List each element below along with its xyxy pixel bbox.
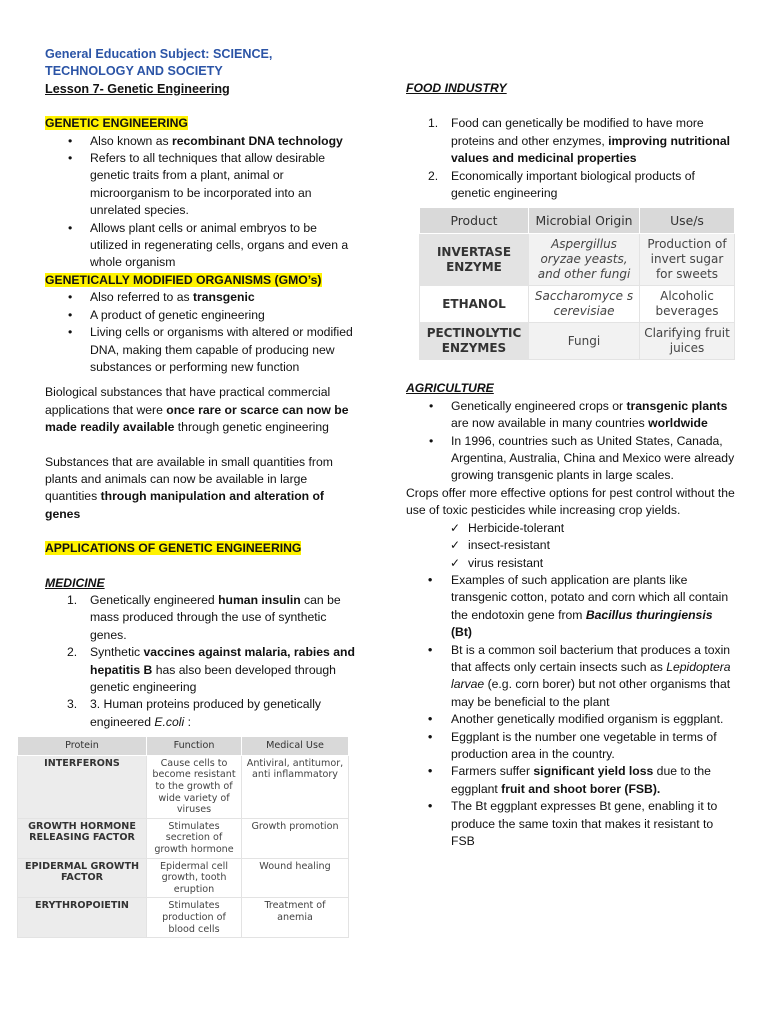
- check-item: ✓ insect-resistant: [406, 537, 736, 554]
- food-industry-heading: FOOD INDUSTRY: [406, 81, 507, 95]
- list-item: • Living cells or organisms with altered or modified DNA, making them capable of producing new substances or performing new function: [45, 324, 355, 376]
- check-item: ✓ virus resistant: [406, 555, 736, 572]
- list-item: • Examples of such application are plants like transgenic cotton, potato and corn which all contain the endotoxin gene from Bacillus thuringiensis (Bt): [406, 572, 736, 642]
- table-header: Product: [420, 208, 529, 234]
- list-item: • Refers to all techniques that allow desirable genetic traits from a plant, animal or microorganism to be incorporated into an unrelated species.: [45, 150, 355, 220]
- list-item: • Also known as recombinant DNA technology: [45, 133, 355, 150]
- list-item: • A product of genetic engineering: [45, 307, 355, 324]
- table-header: Microbial Origin: [529, 208, 640, 234]
- agriculture-heading: AGRICULTURE: [406, 381, 494, 396]
- list-item: • Genetically engineered crops or transgenic plants are now available in many countries worldwide: [406, 398, 736, 433]
- list-item: • The Bt eggplant expresses Bt gene, enabling it to produce the same toxin that makes it resistant to FSB: [406, 798, 736, 850]
- gmo-list: [45, 289, 355, 376]
- lesson-title: Lesson 7- Genetic Engineering: [45, 81, 230, 96]
- table-row: GROWTH HORMONE RELEASING FACTOR Stimulates secretion of growth hormone Growth promotion: [18, 818, 349, 858]
- medicine-list: [45, 592, 355, 731]
- list-item: 1. Food can genetically be modified to have more proteins and other enzymes, improving nutritional values and medicinal properties: [428, 116, 731, 166]
- table-row: ETHANOL Saccharomyce s cerevisiae Alcoholic beverages: [420, 286, 735, 323]
- list-item: • Allows plant cells or animal embryos to be utilized in regenerating cells, organs and even a whole organism: [45, 220, 355, 272]
- food-list: [406, 115, 736, 202]
- left-column: [24, 46, 355, 938]
- list-item: • Farmers suffer significant yield loss due to the eggplant fruit and shoot borer (FSB).: [406, 763, 736, 798]
- human-proteins-table: [17, 736, 349, 938]
- table-row: INTERFERONS Cause cells to become resistant to the growth of wide variety of viruses Antiviral, antitumor, anti inflammatory: [18, 755, 349, 818]
- agriculture-list: [406, 398, 736, 485]
- table-row: EPIDERMAL GROWTH FACTOR Epidermal cell growth, tooth eruption Wound healing: [18, 858, 349, 898]
- medicine-heading: MEDICINE: [45, 575, 105, 590]
- subject-title: General Education Subject: SCIENCE, TECHNOLOGY AND SOCIETY: [45, 47, 273, 79]
- check-item: ✓ Herbicide-tolerant: [406, 520, 736, 537]
- table-header: Use/s: [640, 208, 735, 234]
- list-item: 2. Synthetic vaccines against malaria, rabies and hepatitis B has also been developed through genetic engineering: [67, 645, 355, 694]
- crop-traits-list: [406, 520, 736, 572]
- list-item: • In 1996, countries such as United States, Canada, Argentina, Australia, China and Mexico were already growing transgenic plants in large scales.: [406, 433, 736, 485]
- list-item: • Eggplant is the number one vegetable in terms of production area in the country.: [406, 729, 736, 764]
- paragraph-pest-control: Crops offer more effective options for pest control without the use of toxic pesticides while increasing crop yields.: [406, 485, 735, 518]
- genetic-engineering-list: [45, 133, 355, 272]
- list-item: 1. Genetically engineered human insulin can be mass produced through the use of synthetic genes.: [67, 592, 341, 642]
- table-header: Protein: [18, 737, 147, 756]
- table-row: ERYTHROPOIETIN Stimulates production of blood cells Treatment of anemia: [18, 898, 349, 938]
- list-item: • Another genetically modified organism is eggplant.: [406, 711, 736, 728]
- applications-heading: APPLICATIONS OF GENETIC ENGINEERING: [45, 541, 302, 556]
- table-header: Medical Use: [242, 737, 349, 756]
- table-row: PECTINOLYTIC ENZYMES Fungi Clarifying fruit juices: [420, 323, 735, 360]
- list-item: • Bt is a common soil bacterium that produces a toxin that affects only certain insects such as Lepidoptera larvae (e.g. corn borer) but not other organisms that may be beneficial to the plant: [406, 642, 736, 712]
- list-item: 2. Economically important biological products of genetic engineering: [428, 168, 695, 201]
- genetic-engineering-heading: GENETIC ENGINEERING: [45, 116, 188, 131]
- bt-examples-list: [406, 572, 736, 851]
- gmo-heading: GENETICALLY MODIFIED ORGANISMS (GMO’s): [45, 272, 322, 287]
- list-item: 3. 3. Human proteins produced by genetically engineered E.coli :: [67, 697, 322, 729]
- paragraph-quantities: Substances that are available in small quantities from plants and animals can now be available in large quantities through manipulation and alteration of genes: [45, 454, 333, 521]
- table-header: Function: [147, 737, 242, 756]
- food-products-table: [419, 207, 735, 360]
- table-row: INVERTASE ENZYME Aspergillus oryzae yeasts, and other fungi Production of invert sugar for sweets: [420, 234, 735, 286]
- paragraph-commercial: Biological substances that have practical commercial applications that were once rare or scarce can now be made readily available through genetic engineering: [45, 385, 349, 435]
- list-item: • Also referred to as transgenic: [45, 289, 355, 306]
- right-column: [406, 80, 736, 850]
